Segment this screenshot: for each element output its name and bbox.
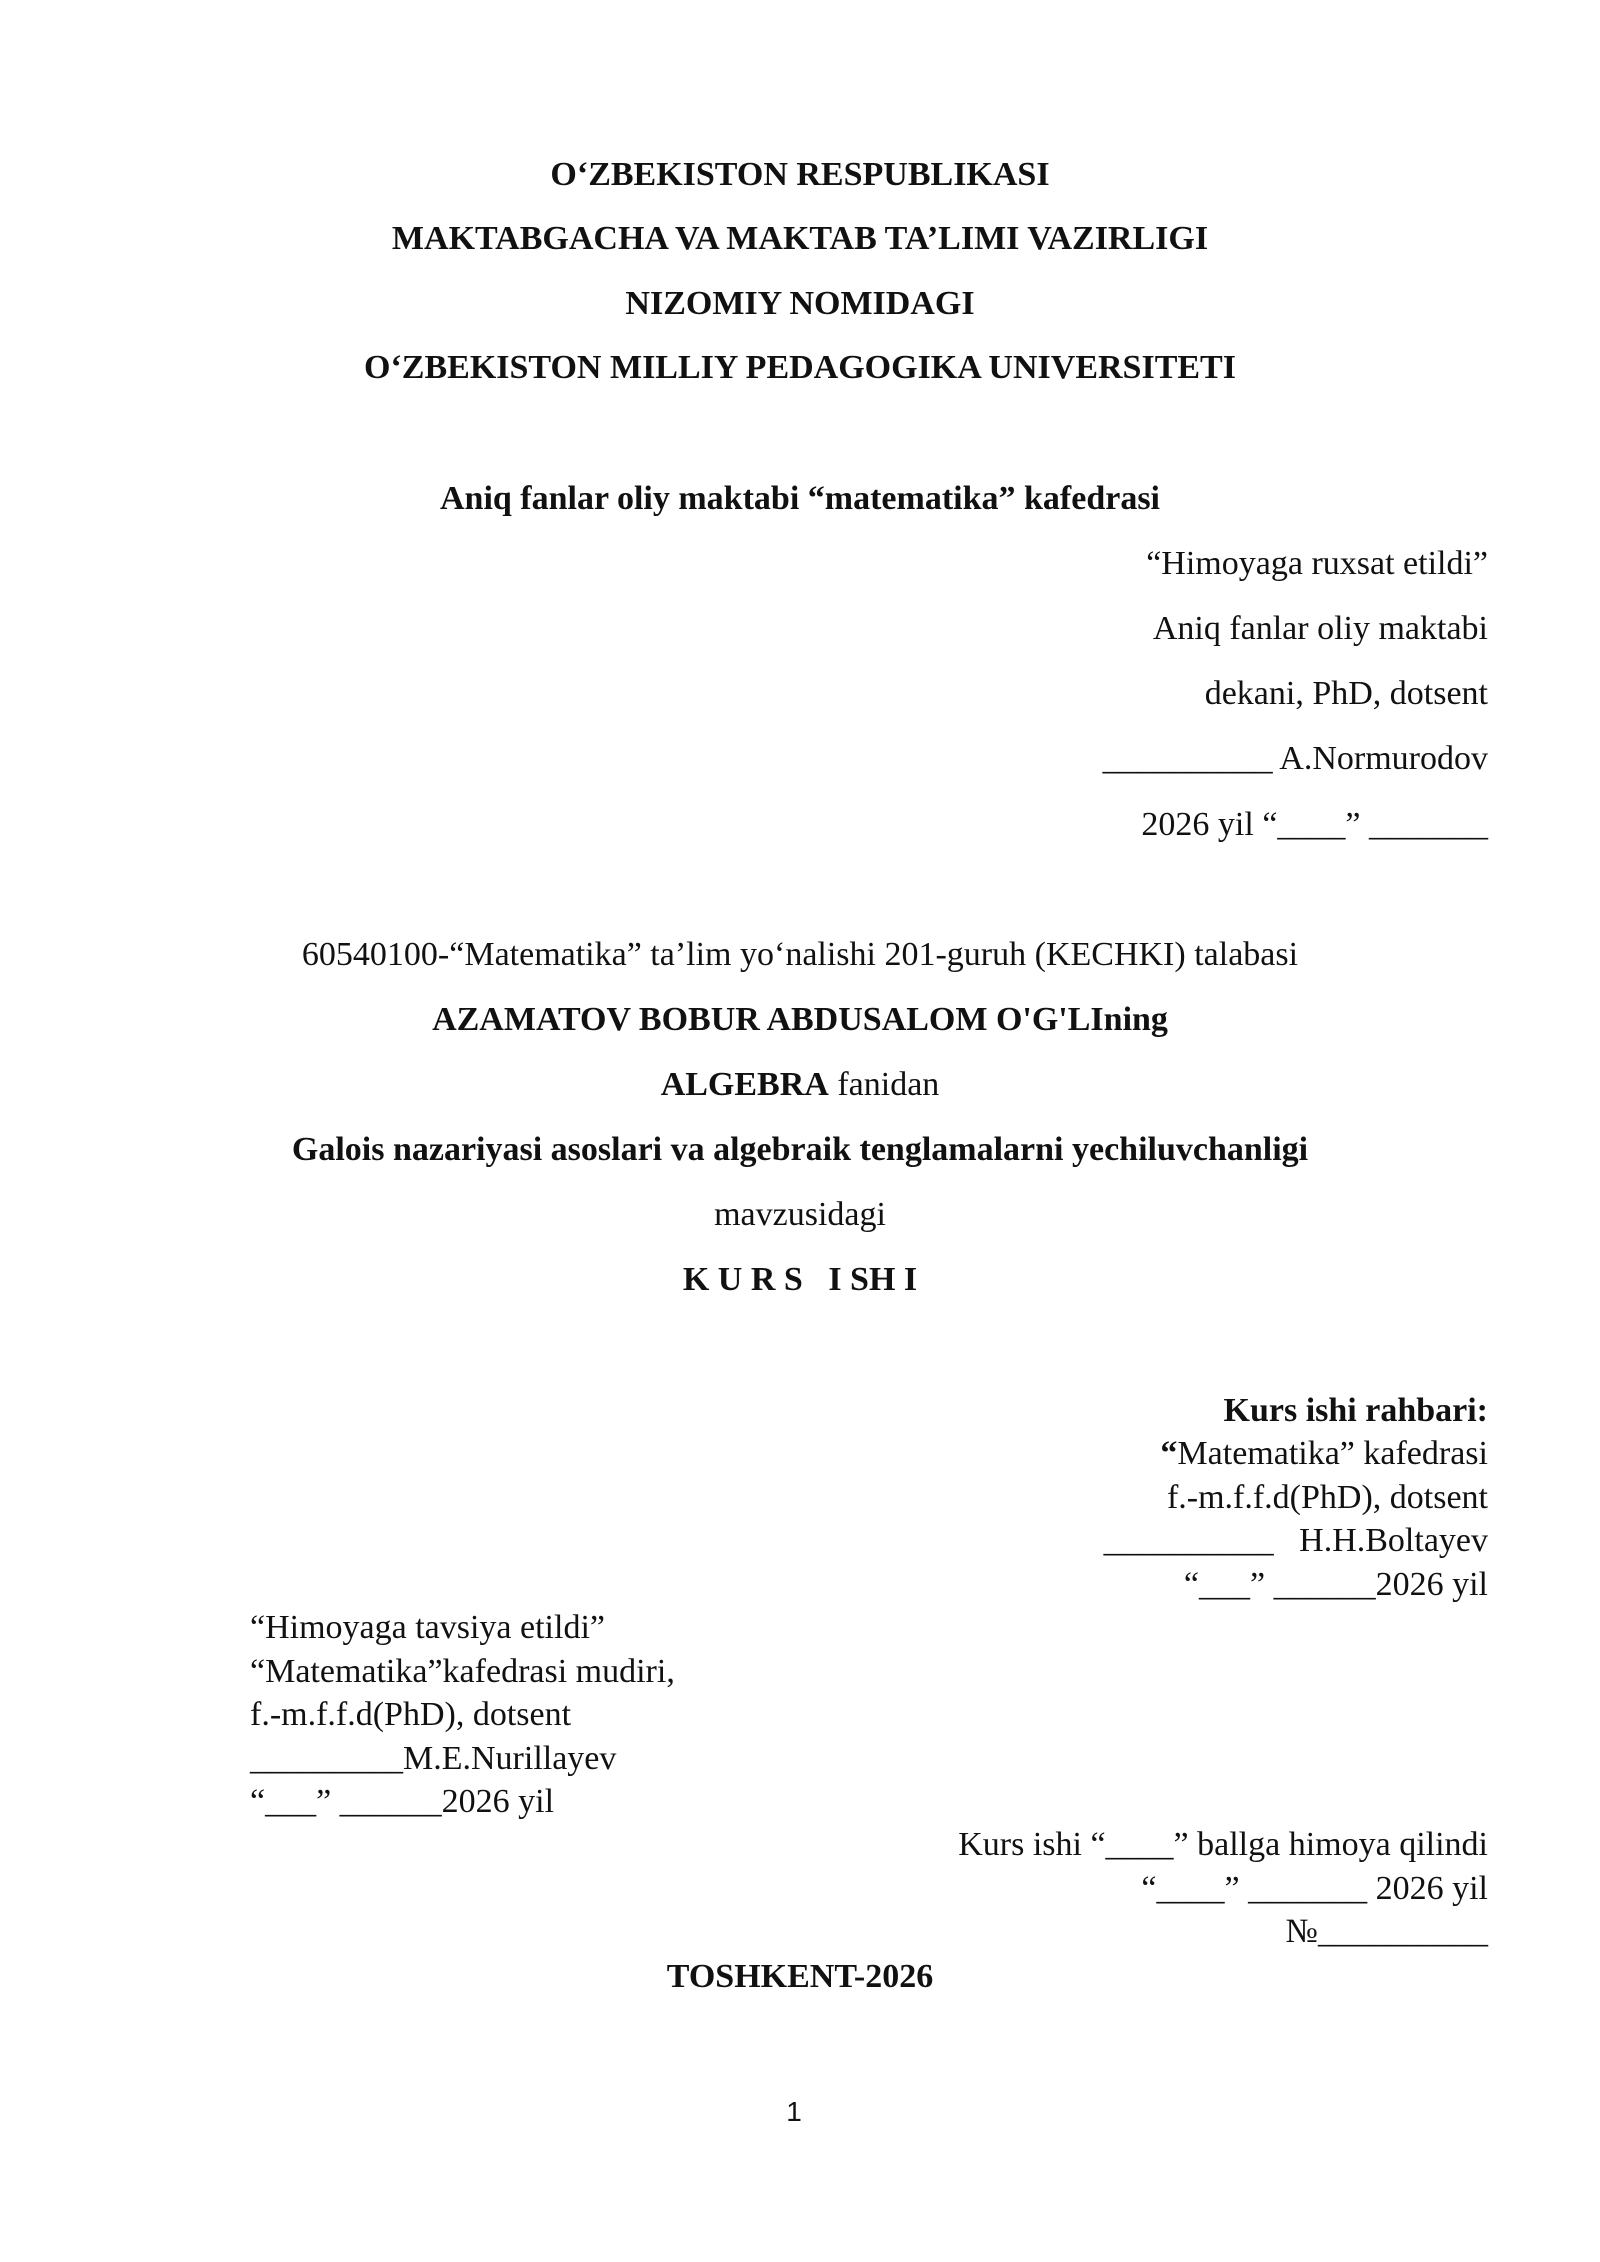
supervisor-title: Kurs ishi rahbari: [1223, 1392, 1488, 1429]
topic-suffix: mavzusidagi [714, 1196, 886, 1233]
approval-title: “Himoyaga ruxsat etildi” [1146, 545, 1488, 582]
ministry-header-line-4: O‘ZBEKISTON MILLIY PEDAGOGIKA UNIVERSITETI [364, 349, 1236, 386]
ministry-header-line-3: NIZOMIY NOMIDAGI [625, 285, 975, 322]
topic-title: Galois nazariyasi asoslari va algebraik tenglamalarni yechiluvchanligi [291, 1131, 1309, 1168]
student-name: AZAMATOV BOBUR ABDUSALOM O'G'LIning [432, 1001, 1168, 1038]
approval-date: 2026 yil “____” _______ [1141, 806, 1488, 843]
department-title: Aniq fanlar oliy maktabi “matematika” kafedrasi [439, 480, 1160, 517]
subject-name: ALGEBRA [660, 1066, 829, 1103]
recommendation-line-1: “Matematika”kafedrasi mudiri, [250, 1653, 675, 1690]
approval-line-1: Aniq fanlar oliy maktabi [1152, 610, 1488, 647]
defense-line-2: “____” _______ 2026 yil [1141, 1870, 1488, 1907]
recommendation-line-2: f.-m.f.f.d(PhD), dotsent [250, 1696, 572, 1733]
subject-line [0, 1068, 1600, 1102]
student-program: 60540100-“Matematika” ta’lim yo‘nalishi 201-guruh (KECHKI) talabasi [301, 936, 1299, 973]
city-year: TOSHKENT-2026 [666, 1958, 934, 1995]
recommendation-signature: _________M.E.Nurillayev [250, 1740, 617, 1777]
page-number: 1 [786, 2096, 802, 2127]
subject-suffix: fanidan [828, 1066, 940, 1103]
recommendation-title: “Himoyaga tavsiya etildi” [250, 1609, 605, 1646]
approval-signature: __________ A.Normurodov [1102, 740, 1488, 777]
supervisor-signature: __________ H.H.Boltayev [1103, 1522, 1488, 1559]
supervisor-line-2: f.-m.f.f.d(PhD), dotsent [1166, 1479, 1488, 1516]
supervisor-date: “___” ______2026 yil [1183, 1566, 1488, 1603]
work-type-title: K U R S I SH I [682, 1261, 918, 1298]
recommendation-date: “___” ______2026 yil [250, 1783, 555, 1820]
supervisor-line-1: “Matematika” kafedrasi [1160, 1435, 1488, 1472]
defense-line-1: Kurs ishi “____” ballga himoya qilindi [958, 1826, 1488, 1863]
approval-line-2: dekani, PhD, dotsent [1204, 675, 1488, 712]
defense-line-3: №__________ [1285, 1913, 1488, 1950]
ministry-header-line-1: O‘ZBEKISTON RESPUBLIKASI [550, 156, 1050, 193]
ministry-header-line-2: MAKTABGACHA VA MAKTAB TA’LIMI VAZIRLIGI [391, 220, 1209, 257]
